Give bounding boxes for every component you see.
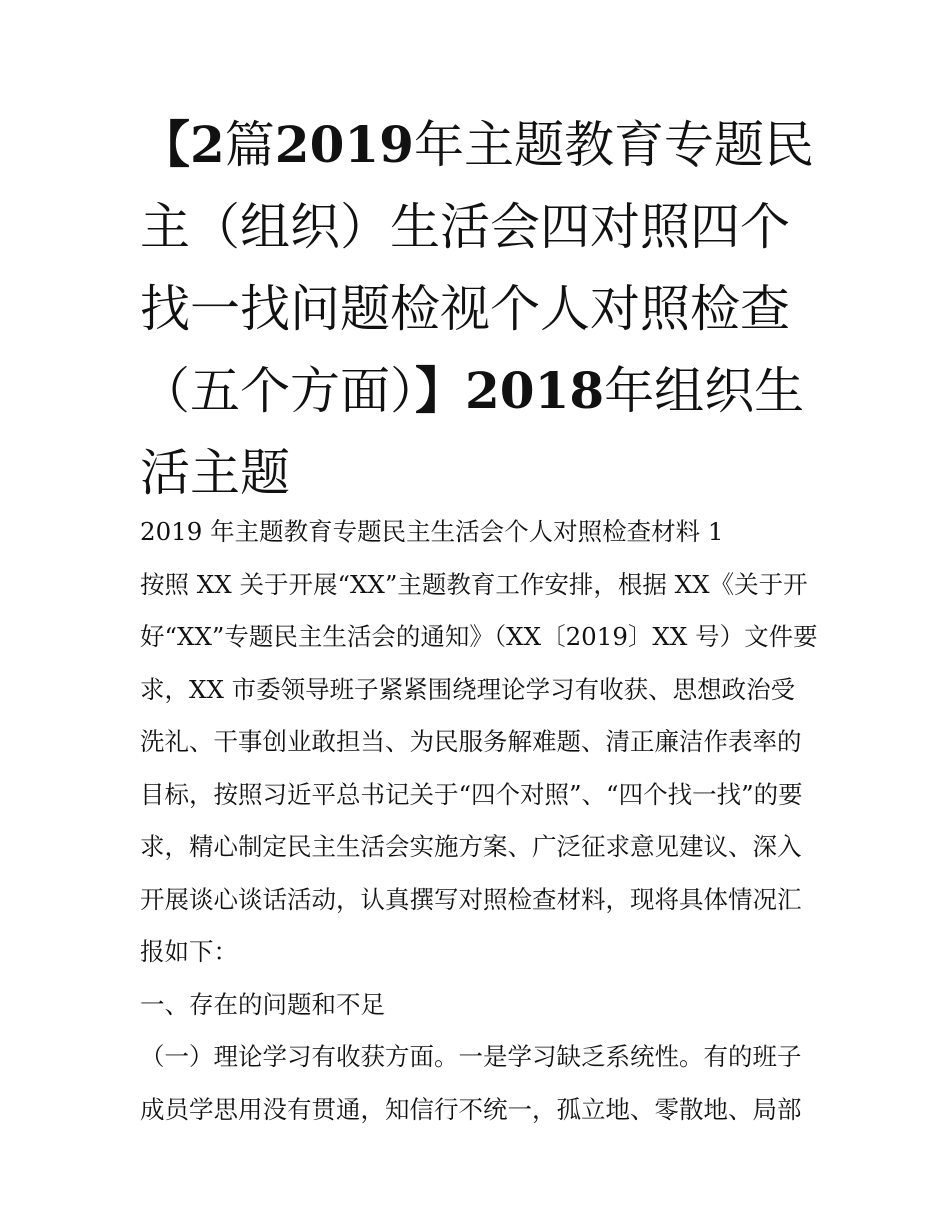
body-line: 按照 XX 关于开展“XX”主题教育工作安排，根据 XX《关于开 — [140, 569, 808, 599]
body-line: 目标，按照习近平总书记关于“四个对照”、“四个找一找”的要 — [140, 779, 803, 809]
title-line-2: 主（组织）生活会四对照四个 — [140, 198, 790, 256]
body-line: 好“XX”专题民主生活会的通知》（XX〔2019〕XX 号）文件要 — [140, 622, 818, 651]
title-line-3: 找一找问题检视个人对照检查 — [140, 280, 790, 338]
title-line-4: （五个方面）】2018年组织生 — [140, 361, 805, 420]
body-line: 求，精心制定民主生活会实施方案、广泛征求意见建议、深入 — [140, 832, 802, 861]
title-line-1: 【2篇2019年主题教育专题民 — [140, 115, 814, 174]
body-line: （一）理论学习有收获方面。一是学习缺乏系统性。有的班子 — [140, 1042, 802, 1071]
document-body — [140, 506, 820, 1136]
title-line-5: 活主题 — [140, 444, 290, 502]
body-line: 求，XX 市委领导班子紧紧围绕理论学习有收获、思想政治受 — [140, 674, 796, 704]
body-line: 成员学思用没有贯通，知信行不统一，孤立地、零散地、局部 — [140, 1094, 802, 1124]
body-line: 2019 年主题教育专题民主生活会个人对照检查材料 1 — [140, 517, 724, 546]
body-line: 开展谈心谈话活动，认真撰写对照检查材料，现将具体情况汇 — [140, 884, 802, 914]
body-line: 报如下： — [140, 937, 238, 966]
section-heading: 一、存在的问题和不足 — [140, 989, 385, 1019]
document-title — [140, 104, 820, 514]
body-line: 洗礼、干事创业敢担当、为民服务解难题、清正廉洁作表率的 — [140, 727, 802, 756]
